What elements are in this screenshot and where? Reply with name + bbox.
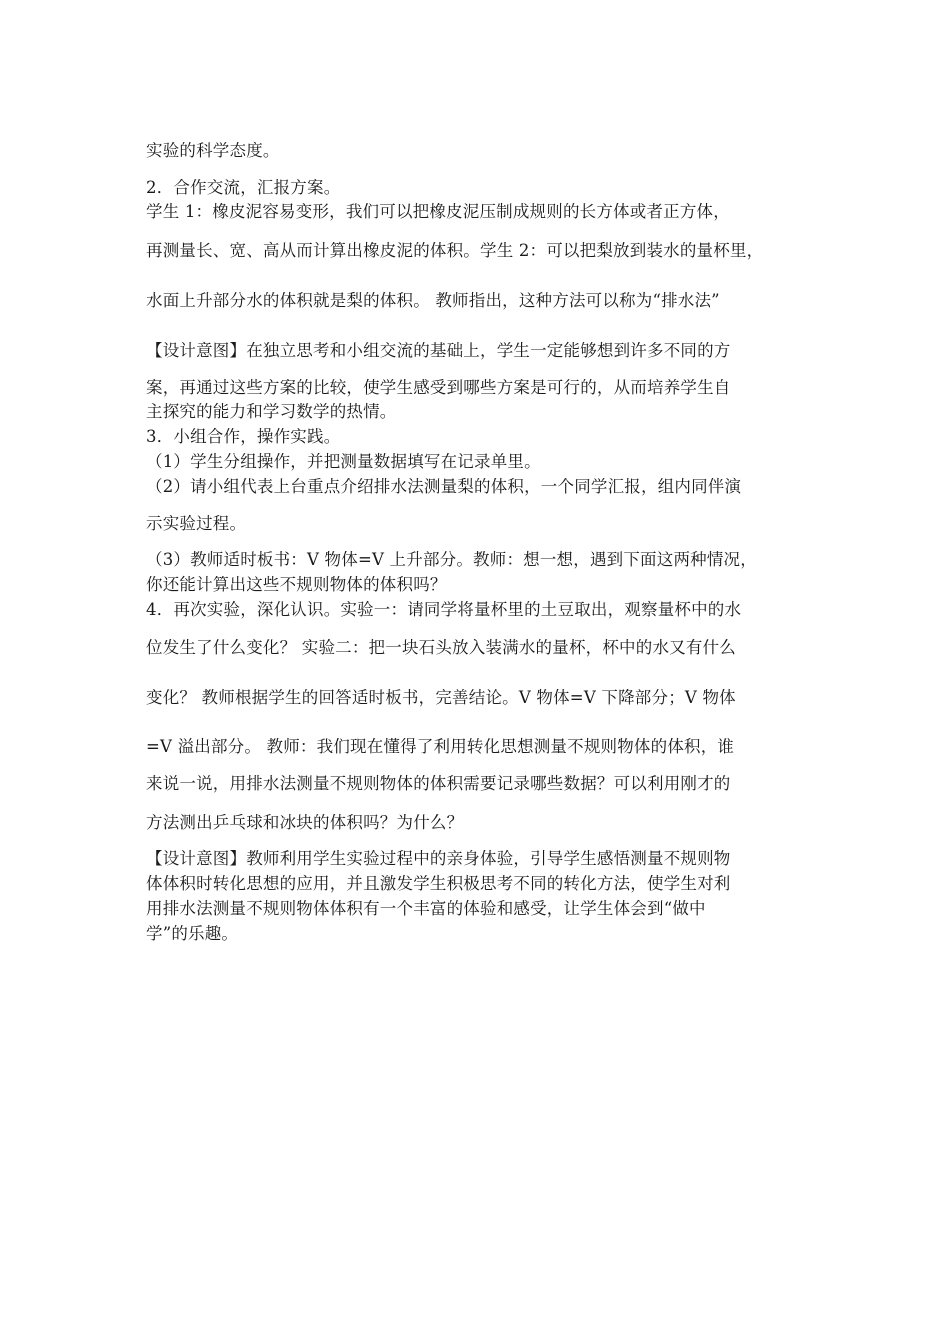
text-line: 2．合作交流，汇报方案。 bbox=[146, 178, 341, 197]
text-line: 来说一说，用排水法测量不规则物体的体积需要记录哪些数据？可以利用刚才的 bbox=[146, 774, 731, 793]
text-line: 4．再次实验，深化认识。实验一：请同学将量杯里的土豆取出，观察量杯中的水 bbox=[146, 600, 742, 619]
text-line: 你还能计算出这些不规则物体的体积吗？ bbox=[146, 575, 447, 594]
text-line: 学”的乐趣。 bbox=[146, 924, 239, 943]
text-line: （2）请小组代表上台重点介绍排水法测量梨的体积，一个同学汇报，组内同伴演 bbox=[146, 477, 742, 496]
text-line: 体体积时转化思想的应用，并且激发学生积极思考不同的转化方法，使学生对利 bbox=[146, 874, 731, 893]
text-line: 方法测出乒乓球和冰块的体积吗？为什么？ bbox=[146, 813, 464, 832]
text-line: 案，再通过这些方案的比较，使学生感受到哪些方案是可行的，从而培养学生自 bbox=[146, 378, 731, 397]
text-line: 3．小组合作，操作实践。 bbox=[146, 427, 341, 446]
text-line: =V 溢出部分。 教师：我们现在懂得了利用转化思想测量不规则物体的体积，谁 bbox=[146, 737, 735, 756]
text-line: 学生 1：橡皮泥容易变形，我们可以把橡皮泥压制成规则的长方体或者正方体， bbox=[146, 202, 730, 221]
text-line: 用排水法测量不规则物体体积有一个丰富的体验和感受，让学生体会到“做中 bbox=[146, 899, 706, 918]
text-line: （1）学生分组操作，并把测量数据填写在记录单里。 bbox=[146, 452, 541, 471]
text-line: 【设计意图】在独立思考和小组交流的基础上，学生一定能够想到许多不同的方 bbox=[146, 341, 731, 360]
text-line: 示实验过程。 bbox=[146, 514, 247, 533]
text-line: 再测量长、宽、高从而计算出橡皮泥的体积。学生 2：可以把梨放到装水的量杯里， bbox=[146, 241, 764, 260]
text-line: 位发生了什么变化？ 实验二：把一块石头放入装满水的量杯，杯中的水又有什么 bbox=[146, 638, 736, 657]
text-line: （3）教师适时板书：V 物体=V 上升部分。教师：想一想，遇到下面这两种情况， bbox=[146, 550, 757, 569]
text-line: 水面上升部分水的体积就是梨的体积。 教师指出，这种方法可以称为“排水法” bbox=[146, 291, 720, 310]
text-line: 【设计意图】教师利用学生实验过程中的亲身体验，引导学生感悟测量不规则物 bbox=[146, 849, 731, 868]
text-line: 变化？ 教师根据学生的回答适时板书，完善结论。V 物体=V 下降部分；V 物体 bbox=[146, 688, 736, 707]
text-line: 主探究的能力和学习数学的热情。 bbox=[146, 402, 397, 421]
text-line: 实验的科学态度。 bbox=[146, 141, 280, 160]
